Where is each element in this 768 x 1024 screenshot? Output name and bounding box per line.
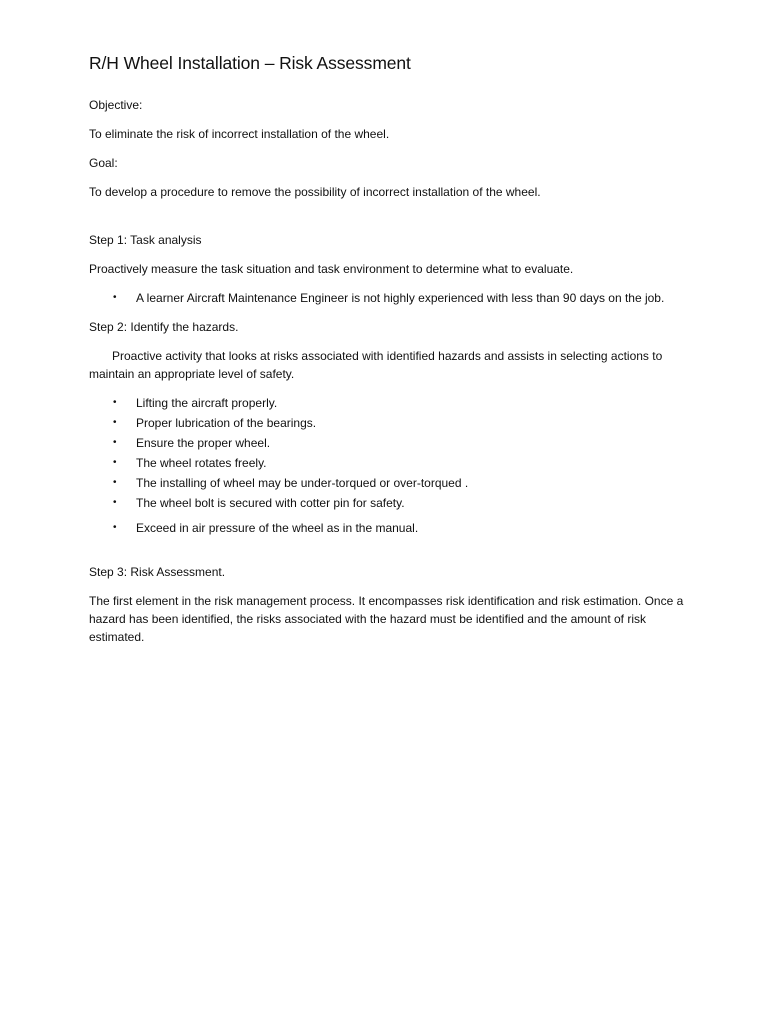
list-item bbox=[89, 289, 689, 307]
list-item bbox=[89, 474, 689, 492]
list-item-text: The installing of wheel may be under-torqued or over-torqued . bbox=[136, 476, 469, 490]
goal-label: Goal: bbox=[89, 156, 118, 170]
bullet-icon: • bbox=[113, 477, 117, 488]
document-page bbox=[89, 52, 689, 657]
list-item-text: Lifting the aircraft properly. bbox=[136, 396, 278, 410]
step3-label: Step 3: Risk Assessment. bbox=[89, 565, 226, 579]
list-item-text: A learner Aircraft Maintenance Engineer is not highly experienced with less than 90 days on the job. bbox=[136, 291, 665, 305]
list-item-text: Exceed in air pressure of the wheel as in the manual. bbox=[136, 521, 419, 535]
bullet-icon: • bbox=[113, 457, 117, 468]
step1-label: Step 1: Task analysis bbox=[89, 233, 202, 247]
step2-bullet-list bbox=[89, 394, 689, 537]
list-item bbox=[89, 494, 689, 512]
step2-text: Proactive activity that looks at risks associated with identified hazards and assists in selecting actions to maintain an appropriate level of safety. bbox=[89, 349, 663, 381]
goal-text: To develop a procedure to remove the possibility of incorrect installation of the wheel. bbox=[89, 185, 541, 199]
bullet-icon: • bbox=[113, 497, 117, 508]
list-item bbox=[89, 394, 689, 412]
bullet-icon: • bbox=[113, 522, 117, 533]
list-item-text: Proper lubrication of the bearings. bbox=[136, 416, 317, 430]
list-item-text: The wheel rotates freely. bbox=[136, 456, 267, 470]
list-item-text: The wheel bolt is secured with cotter pin for safety. bbox=[136, 496, 405, 510]
step1-text: Proactively measure the task situation and task environment to determine what to evaluate. bbox=[89, 262, 574, 276]
bullet-icon: • bbox=[113, 292, 117, 303]
list-item bbox=[89, 519, 689, 537]
objective-label: Objective: bbox=[89, 98, 143, 112]
list-item-text: Ensure the proper wheel. bbox=[136, 436, 271, 450]
list-item bbox=[89, 454, 689, 472]
document-title: R/H Wheel Installation – Risk Assessment bbox=[89, 53, 411, 73]
step1-bullet-list bbox=[89, 289, 689, 307]
bullet-icon: • bbox=[113, 417, 117, 428]
step3-text: The first element in the risk management process. It encompasses risk identification and risk estimation. Once a hazard has been identified, the risks associated with the hazard must be identified and the amount of risk estimated. bbox=[89, 594, 684, 644]
list-item bbox=[89, 434, 689, 452]
list-item bbox=[89, 414, 689, 432]
bullet-icon: • bbox=[113, 437, 117, 448]
step2-label: Step 2: Identify the hazards. bbox=[89, 320, 239, 334]
objective-text: To eliminate the risk of incorrect installation of the wheel. bbox=[89, 127, 390, 141]
bullet-icon: • bbox=[113, 397, 117, 408]
